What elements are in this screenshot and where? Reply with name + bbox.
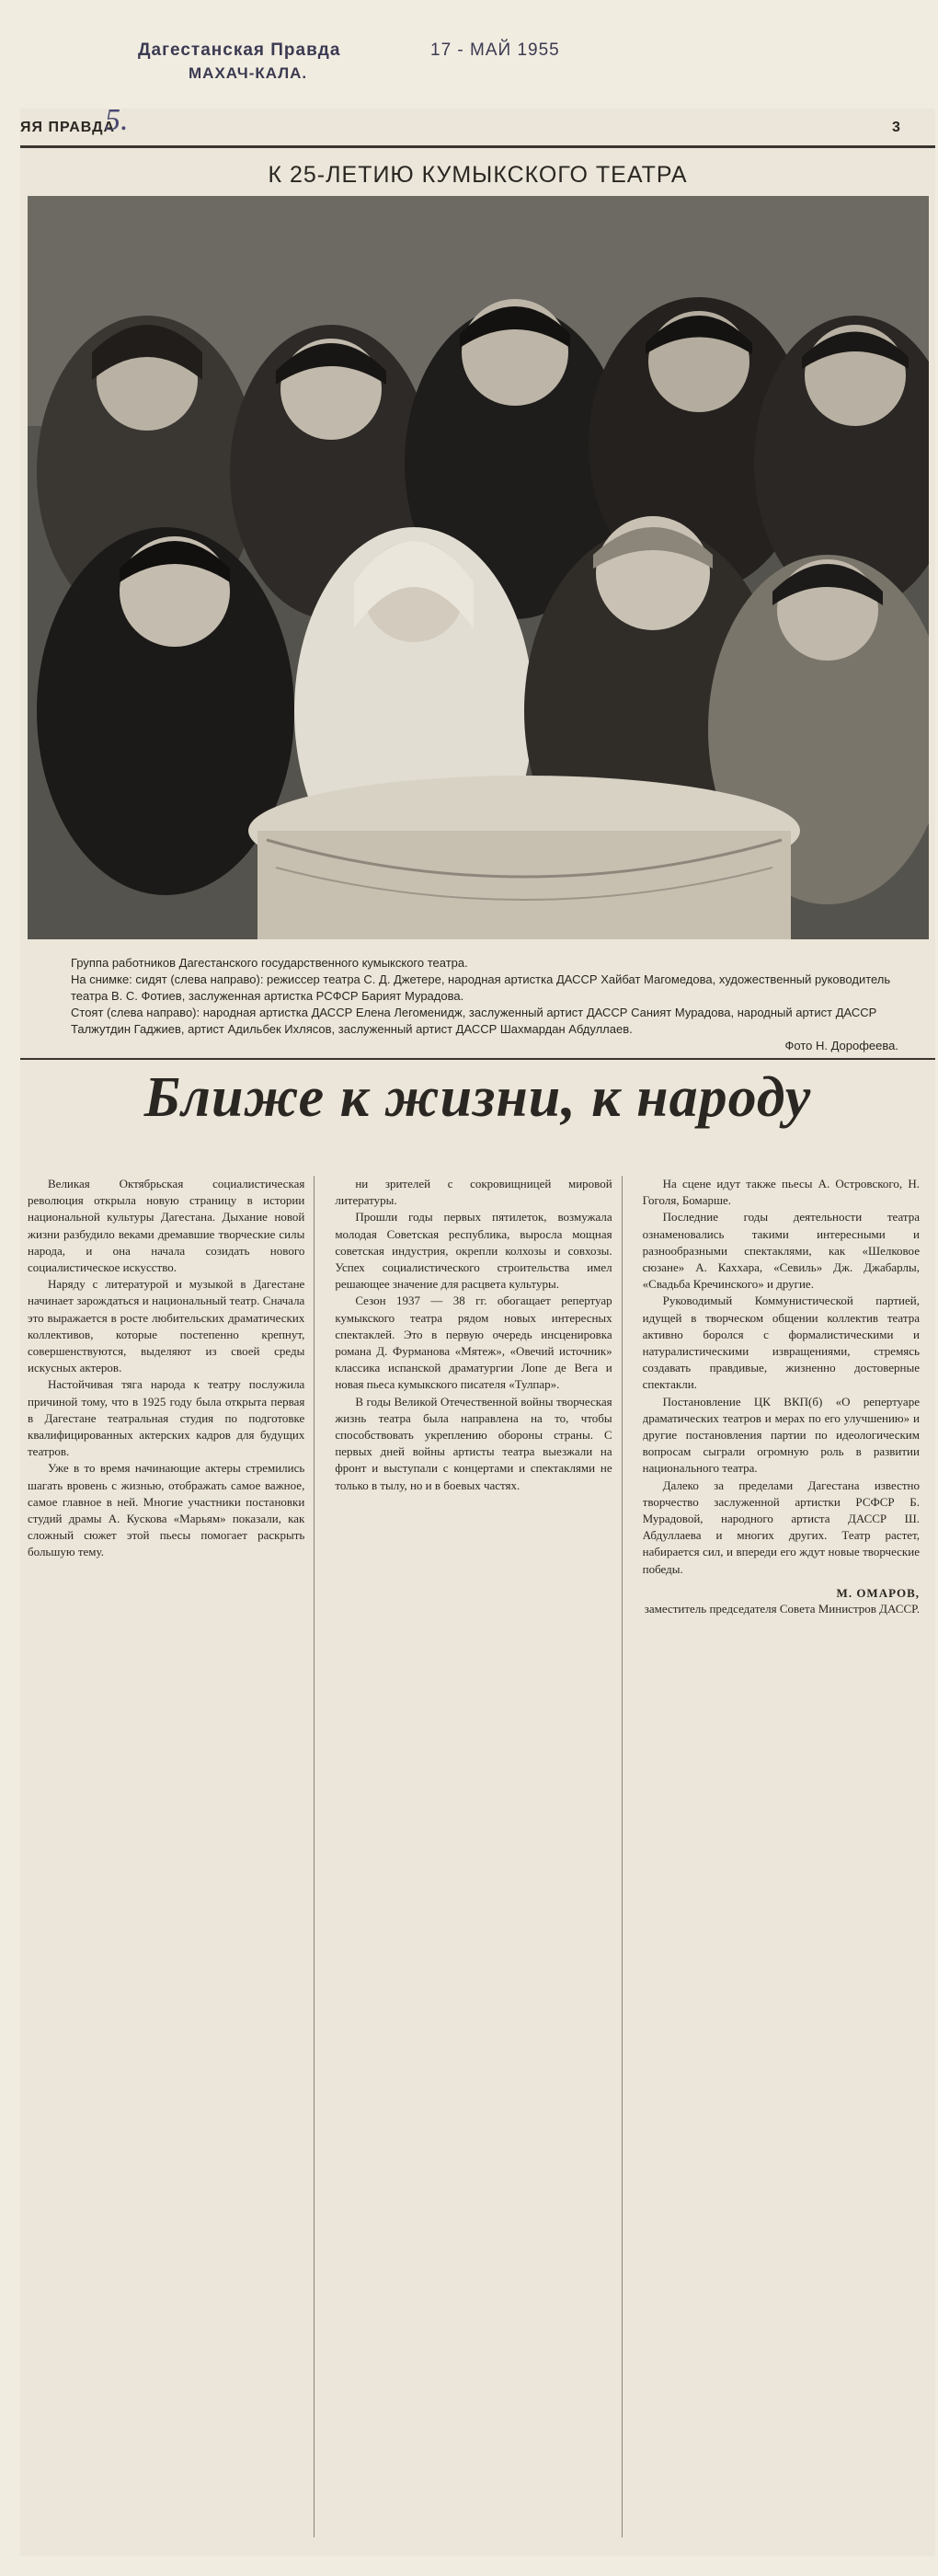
headline-rule <box>20 1058 935 1060</box>
stamp-city: МАХАЧ-КАЛА. <box>189 64 308 82</box>
caption-line: На снимке: сидят (слева направо): режиссер театра С. Д. Джетере, народная артистка ДАССР Хайбат Магомедова, художественный руководитель театра В. С. Фотиев, заслуженная артистка РСФСР Барият Мурадова. <box>71 972 891 1003</box>
article-column-1 <box>28 1176 315 2537</box>
paragraph: ни зрителей с сокровищницей мировой литературы. <box>335 1177 612 1208</box>
header-rule <box>20 145 935 148</box>
paragraph: На сцене идут также пьесы А. Островского, Н. Гоголя, Бомарше. <box>642 1177 920 1208</box>
author-title: заместитель председателя Совета Министров ДАССР. <box>644 1601 920 1616</box>
paragraph: Руководимый Коммунистической партией, идущей в творческом общении коллектив театра активно боролся с формалистическими и натуралистическими извращениями, стремясь создавать правдивые, жизненно достоверные спектакли. <box>642 1294 920 1392</box>
handwritten-mark: 5. <box>105 103 129 137</box>
newspaper-clipping <box>20 103 935 2556</box>
photo-credit: Фото Н. Дорофеева. <box>784 1039 898 1052</box>
stamp-paper-name: Дагестанская Правда <box>138 40 341 60</box>
article-column-2 <box>335 1176 622 2537</box>
article-headline: Ближе к жизни, к народу <box>143 1066 812 1129</box>
paragraph: Последние годы деятельности театра ознаменовались такими интересными и разнообразными спектаклями, как «Шелковое сюзане» А. Каххара, «Севиль» Дж. Джабарлы, «Свадьба Кречинского» и другие. <box>642 1210 920 1292</box>
page-number: 3 <box>892 120 900 135</box>
page-header-paper: ЯЯ ПРАВДА <box>20 120 116 135</box>
group-photo <box>28 196 929 939</box>
paragraph: Далеко за пределами Дагестана известно творчество заслуженной артистки РСФСР Б. Мурадовой, народного артиста ДАССР Ш. Абдуллаева и многих других. Театр растет, набирается сил, и впереди его ждут новые творческие победы. <box>642 1478 920 1576</box>
author-signature <box>643 1585 920 1616</box>
article-column-3 <box>643 1176 929 2537</box>
author-name: М. ОМАРОВ, <box>836 1585 920 1600</box>
paragraph: Уже в то время начинающие актеры стремились шагать вровень с жизнью, отображать самое важное, самое главное в ней. Многие участники постановки студий драмы А. Кускова «Марьям» показали, как сложный сюжет этой пьесы помогает раскрыть большую тему. <box>28 1461 305 1559</box>
article-body <box>28 1176 929 2537</box>
paragraph: В годы Великой Отечественной войны творческая жизнь театра была направлена на то, чтобы способствовать укреплению обороны страны. С первых дней войны артисты театра выезжали на фронт и выступали с концертами и спектаклями не только в тылу, но и в боевых частях. <box>335 1394 612 1492</box>
paragraph: Настойчивая тяга народа к театру послужила причиной тому, что в 1925 году была открыта первая в Дагестане театральная студия по подготовке квалифицированных актерских кадров для будущих театров. <box>28 1377 305 1459</box>
archive-stamp <box>138 40 929 86</box>
caption-line: Стоят (слева направо): народная артистка ДАССР Елена Легоменидж, заслуженный артист ДАССР Саният Мурадова, народный артист ДАССР Талжутдин Гаджиев, артист Адильбек Ихлясов, заслуженный артист ДАССР Шахмардан Абдуллаев. <box>71 1006 877 1036</box>
paragraph: Постановление ЦК ВКП(б) «О репертуаре драматических театров и мерах по его улучшению» и другие постановления партии по идеологическим вопросам сыграли огромную роль в развитии национального театра. <box>642 1394 920 1476</box>
section-title: К 25-ЛЕТИЮ КУМЫКСКОГО ТЕАТРА <box>268 162 688 188</box>
paragraph: Прошли годы первых пятилеток, возмужала молодая Советская республика, выросла мощная советская индустрия, окрепли колхозы и совхозы. Успех социалистического строительства имел решающее значение для расцвета культуры. <box>335 1210 612 1292</box>
stamp-date: 17 - МАЙ 1955 <box>430 40 560 60</box>
photo-caption <box>71 955 898 1054</box>
paragraph: Сезон 1937 — 38 гг. обогащает репертуар кумыкского театра рядом новых интересных спектаклей. Это в первую очередь инсценировка романа Д. Фурманова «Мятеж», «Овечий источник» классика испанской драматургии Лопе де Вега и новая пьеса кумыкского писателя «Тулпар». <box>335 1294 612 1392</box>
paragraph: Великая Октябрьская социалистическая революция открыла новую страницу в истории национальной культуры Дагестана. Дыхание новой жизни разбудило веками дремавшие творческие силы народа, и она начала созидать нового социалистическое искусство. <box>28 1177 305 1275</box>
caption-line: Группа работников Дагестанского государственного кумыкского театра. <box>71 956 468 970</box>
paragraph: Наряду с литературой и музыкой в Дагестане начинает зарождаться и национальный театр. Сначала это выражается в росте любительских драматических коллективов, которые постепенно крепнут, совершенствуются, выделяют из своей среды искусных актеров. <box>28 1277 305 1375</box>
